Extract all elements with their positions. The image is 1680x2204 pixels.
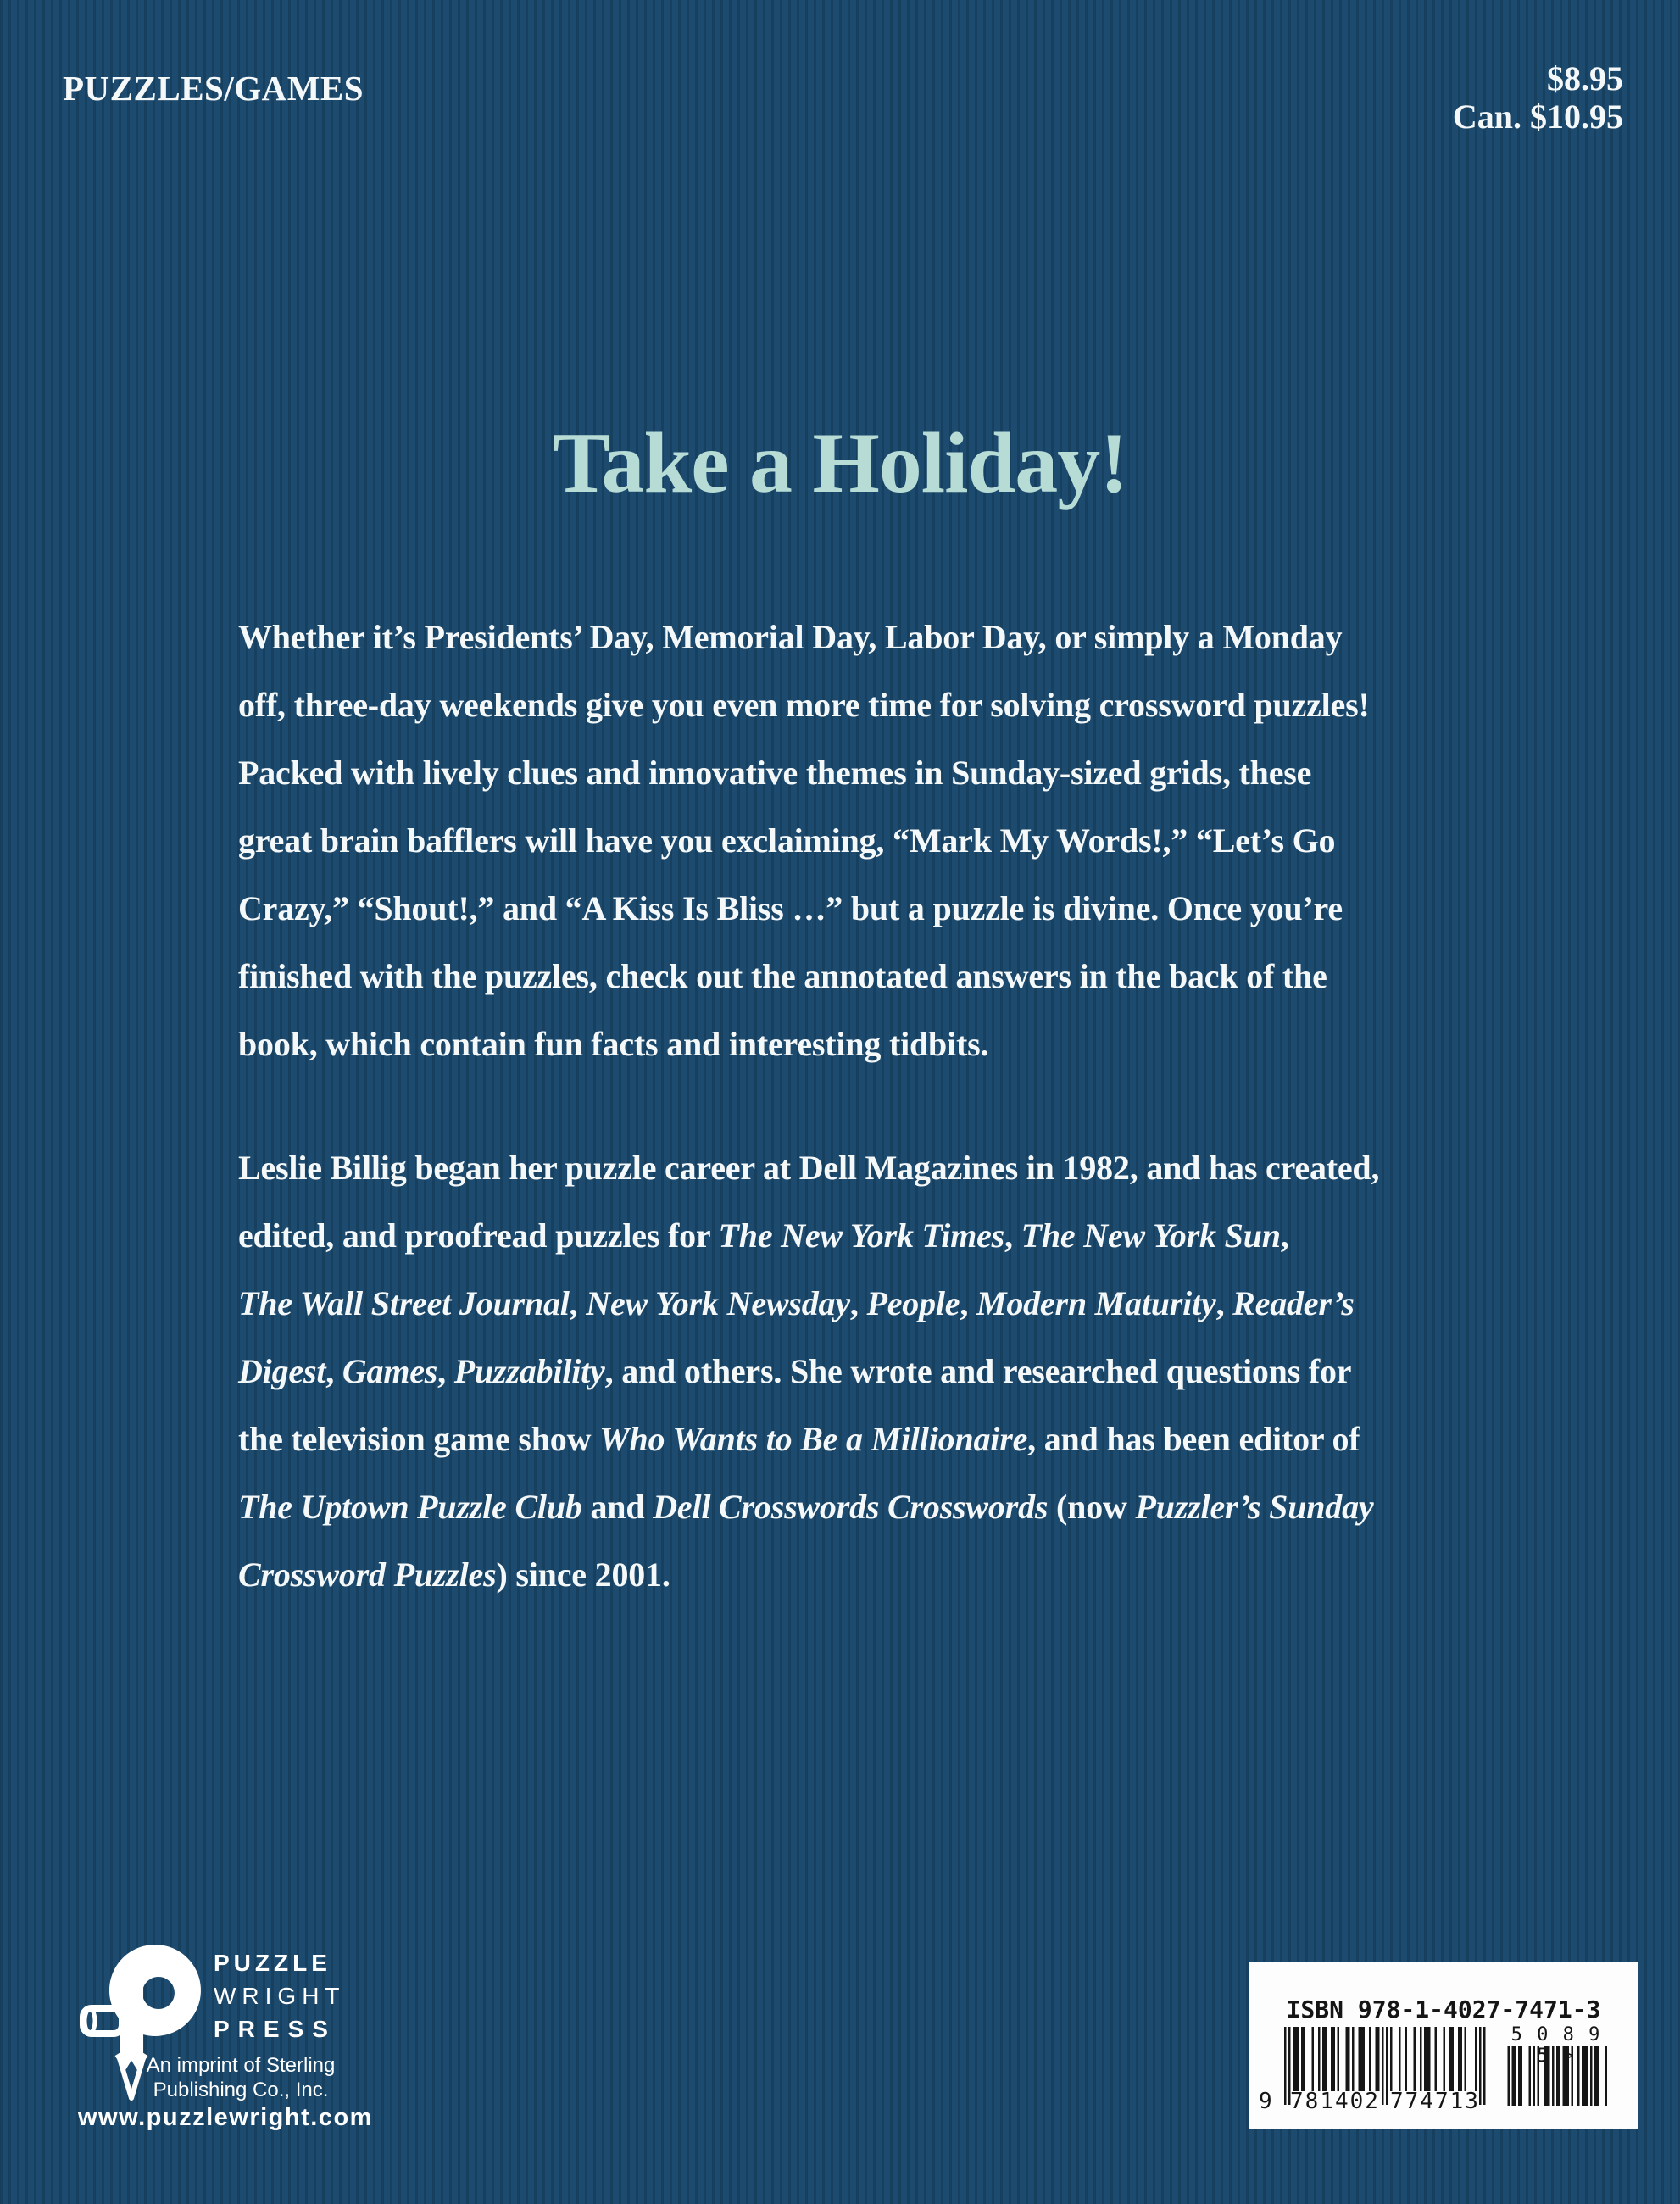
ean-right-digits: 774713 [1390,2089,1480,2114]
text-line: off, three-day weekends give you even more time for solving crossword puzzles! [238,686,1370,724]
isbn-barcode-panel [1249,1962,1638,2129]
text-line: The Uptown Puzzle Club and Dell Crosswords Crosswords (now Puzzler’s Sunday [238,1488,1374,1526]
text-line: Whether it’s Presidents’ Day, Memorial Day, Labor Day, or simply a Monday [238,618,1343,656]
imprint-line-2: Publishing Co., Inc. [153,2079,329,2101]
imprint-line-1: An imprint of Sterling [146,2054,336,2077]
price-canada: Can. $10.95 [1452,97,1623,136]
text-line: Digest, Games, Puzzability, and others. She wrote and researched questions for [238,1352,1352,1390]
category-label: PUZZLES/GAMES [63,69,364,108]
text-line: Packed with lively clues and innovative themes in Sunday-sized grids, these [238,754,1312,792]
isbn-number: ISBN 978-1-4027-7471-3 [1286,1995,1601,2023]
text-line: the television game show Who Wants to Be a Millionaire, and has been editor of [238,1420,1360,1458]
description-paragraph [238,604,1493,1078]
text-line: Crazy,” “Shout!,” and “A Kiss Is Bliss …” but a puzzle is divine. Once you’re [238,889,1343,927]
text-line: Leslie Billig began her puzzle career at Dell Magazines in 1982, and has created, [238,1149,1380,1187]
book-title: Take a Holiday! [552,415,1128,511]
ean-lead-digit: 9 [1259,2089,1272,2114]
logo-word-press: PRESS [214,2016,337,2042]
logo-word-puzzle: PUZZLE [214,1950,331,1976]
text-line: finished with the puzzles, check out the annotated answers in the back of the [238,957,1327,995]
back-cover-description [238,604,1493,1609]
text-line: book, which contain fun facts and interesting tidbits. [238,1025,989,1063]
publisher-website: www.puzzlewright.com [78,2104,373,2131]
publisher-logo-block [75,1943,397,2146]
price-block [1453,59,1623,136]
publisher-name [214,1946,346,2045]
author-bio-paragraph [238,1134,1493,1609]
logo-word-wright: WRIGHT [214,1983,346,2009]
text-line: great brain bafflers will have you exclaiming, “Mark My Words!,” “Let’s Go [238,821,1336,860]
text-line: edited, and proofread puzzles for The New York Times, The New York Sun, [238,1216,1289,1255]
text-line: The Wall Street Journal, New York Newsday, People, Modern Maturity, Reader’s [238,1284,1355,1322]
price-code-digits: 5 0 8 9 5 > [1510,2024,1602,2067]
ean-left-digits: 781402 [1290,2089,1380,2114]
text-line: Crossword Puzzles) since 2001. [238,1556,670,1594]
imprint-note [141,2053,341,2102]
price-us: $8.95 [1547,59,1623,97]
